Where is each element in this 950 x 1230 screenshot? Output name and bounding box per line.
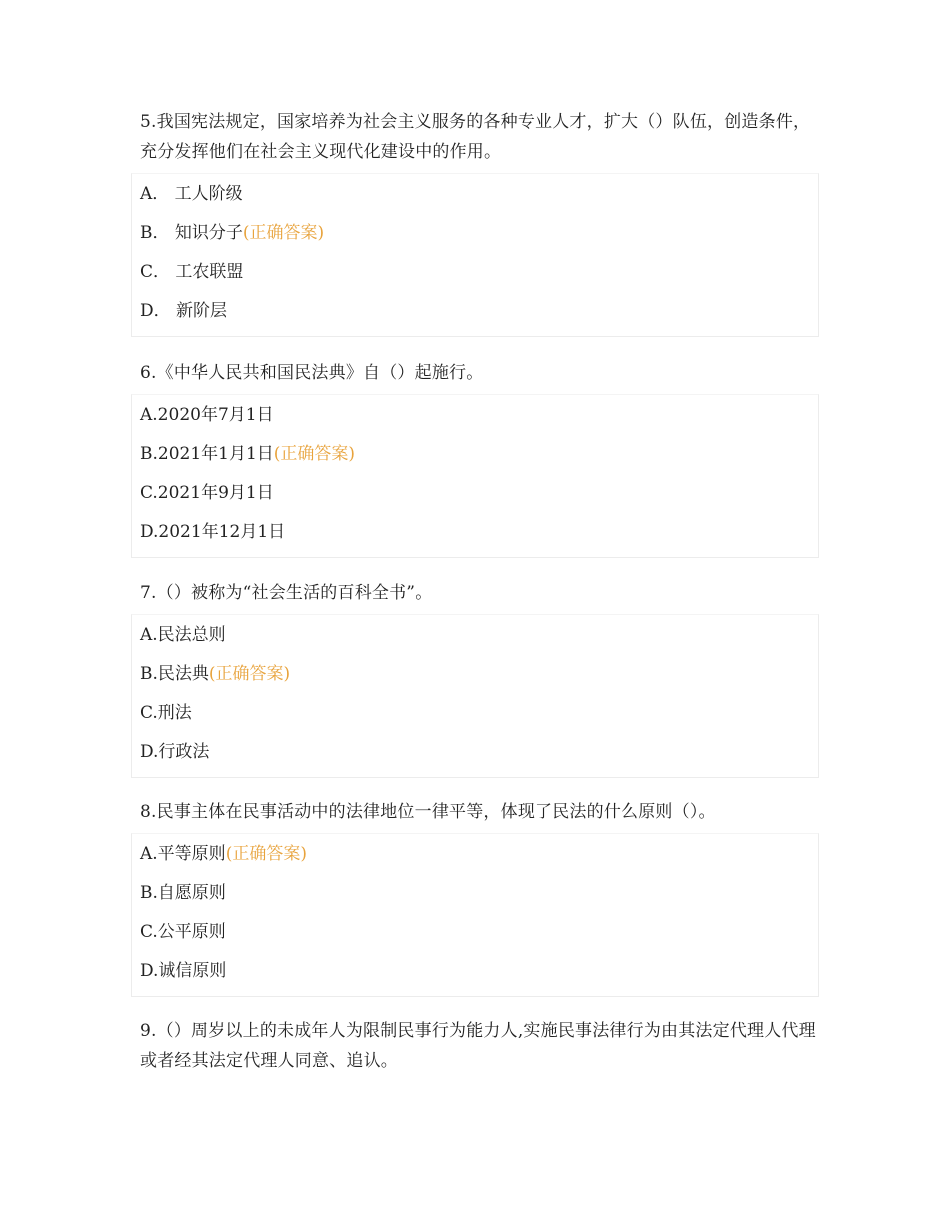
option-d bbox=[132, 514, 818, 553]
question-9 bbox=[140, 1016, 820, 1076]
option-b bbox=[132, 875, 818, 914]
question-text: 8.民事主体在民事活动中的法律地位一律平等，体现了民法的什么原则（）。 bbox=[140, 802, 716, 822]
option-d bbox=[132, 953, 818, 992]
option-label: D.行政法 bbox=[140, 742, 210, 762]
question-8 bbox=[140, 797, 820, 997]
option-a bbox=[132, 617, 818, 656]
option-label: B.民法典 bbox=[140, 664, 209, 684]
option-b bbox=[132, 215, 818, 254]
option-b bbox=[132, 436, 818, 475]
option-label: A． 工人阶级 bbox=[140, 184, 243, 204]
option-a bbox=[132, 397, 818, 436]
option-label: C.公平原则 bbox=[140, 922, 226, 942]
option-label: C.2021年9月1日 bbox=[140, 483, 274, 503]
option-a bbox=[132, 836, 818, 875]
question-text: 6.《中华人民共和国民法典》自（）起施行。 bbox=[140, 363, 484, 383]
option-c bbox=[132, 475, 818, 514]
correct-answer-mark: (正确答案) bbox=[273, 444, 356, 464]
option-label: C.刑法 bbox=[140, 703, 192, 723]
option-label: D.诚信原则 bbox=[140, 961, 227, 981]
option-label: B． 知识分子 bbox=[140, 223, 243, 243]
option-label: A.平等原则 bbox=[140, 844, 226, 864]
options-box bbox=[131, 173, 819, 337]
option-c bbox=[132, 254, 818, 293]
options-box bbox=[131, 833, 819, 997]
question-7 bbox=[140, 578, 820, 778]
correct-answer-mark: (正确答案) bbox=[208, 664, 291, 684]
option-label: A.民法总则 bbox=[140, 625, 226, 645]
option-label: B.2021年1月1日 bbox=[140, 444, 274, 464]
option-label: D． 新阶层 bbox=[140, 301, 228, 321]
option-c bbox=[132, 695, 818, 734]
options-box bbox=[131, 614, 819, 778]
option-d bbox=[132, 293, 818, 332]
correct-answer-mark: (正确答案) bbox=[225, 844, 307, 864]
question-5 bbox=[140, 107, 820, 337]
option-b bbox=[132, 656, 818, 695]
question-text: 5.我国宪法规定，国家培养为社会主义服务的各种专业人才，扩大（）队伍，创造条件，充分发挥他们在社会主义现代化建设中的作用。 bbox=[140, 112, 811, 162]
option-label: B.自愿原则 bbox=[140, 883, 226, 903]
option-label: A.2020年7月1日 bbox=[140, 405, 274, 425]
question-6 bbox=[140, 358, 820, 558]
option-c bbox=[132, 914, 818, 953]
option-a bbox=[132, 176, 818, 215]
question-text: 7.（）被称为“社会生活的百科全书”。 bbox=[140, 583, 433, 603]
options-box bbox=[131, 394, 819, 558]
option-d bbox=[132, 734, 818, 773]
option-label: D.2021年12月1日 bbox=[140, 522, 286, 542]
question-text: 9.（）周岁以上的未成年人为限制民事行为能力人,实施民事法律行为由其法定代理人代理或者经其法定代理人同意、追认。 bbox=[140, 1021, 816, 1071]
correct-answer-mark: (正确答案) bbox=[242, 223, 325, 243]
option-label: C． 工农联盟 bbox=[140, 262, 244, 282]
